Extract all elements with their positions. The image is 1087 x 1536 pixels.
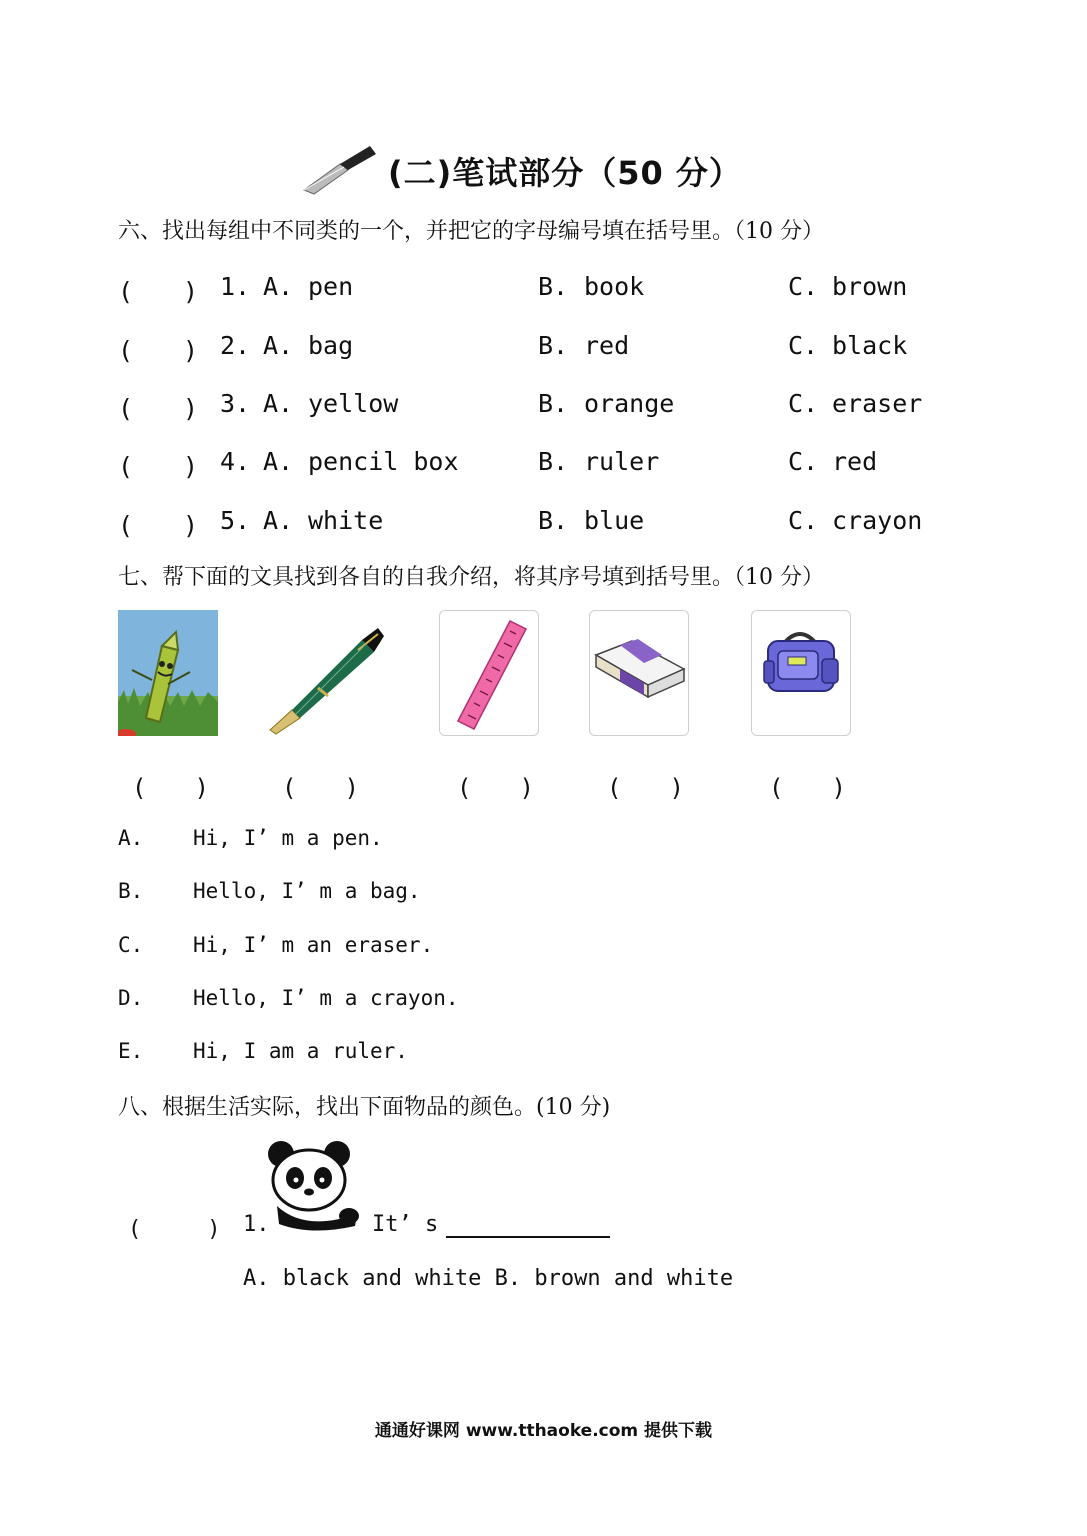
option-row xyxy=(118,1039,618,1069)
option-text: Hi, I’ m a pen. xyxy=(193,826,383,850)
pen-picture xyxy=(262,610,392,736)
option-c-key: C. xyxy=(788,272,819,301)
option-row xyxy=(118,986,618,1016)
answer-blank[interactable]: ( ) xyxy=(118,394,199,423)
option-c: crayon xyxy=(832,506,923,535)
ruler-picture xyxy=(439,610,539,736)
option-b-key: B. xyxy=(538,389,569,418)
ruler-icon xyxy=(440,611,538,735)
option-c: black xyxy=(832,331,908,360)
option-row xyxy=(118,826,618,856)
question-row-4 xyxy=(118,447,968,487)
option-a-key: A. xyxy=(263,506,294,535)
eraser-picture xyxy=(589,610,689,736)
option-b: red xyxy=(584,331,630,360)
question-row-2 xyxy=(118,331,968,371)
question-row-1 xyxy=(118,272,968,312)
footer-note: 通通好课网 www.tthaoke.com 提供下载 xyxy=(374,1421,713,1441)
eraser-icon xyxy=(590,611,688,735)
question-number: 5. xyxy=(220,506,251,535)
option-text: Hi, I am a ruler. xyxy=(193,1039,408,1063)
page-title: (二)笔试部分（50 分） xyxy=(388,154,742,192)
section6-heading: 六、找出每组中不同类的一个，并把它的字母编号填在括号里。（10 分） xyxy=(118,219,824,244)
option-key: E. xyxy=(118,1039,144,1063)
option-row xyxy=(118,933,618,963)
option-a: pencil box xyxy=(308,447,459,476)
bag-picture xyxy=(751,610,851,736)
option-key: A. xyxy=(118,826,144,850)
option-key: D. xyxy=(118,986,144,1010)
fill-in-blank-line[interactable] xyxy=(446,1236,610,1238)
option-b-key: B. xyxy=(538,447,569,476)
question-number: 1. xyxy=(243,1212,270,1237)
option-b: ruler xyxy=(584,447,660,476)
option-a: pen xyxy=(308,272,354,301)
section8-q1-options: A. black and white B. brown and white xyxy=(243,1266,734,1291)
option-a: bag xyxy=(308,331,354,360)
question-row-5 xyxy=(118,506,968,546)
question-number: 4. xyxy=(220,447,251,476)
answer-blank[interactable]: ( ) xyxy=(132,774,209,802)
fountain-pen-icon xyxy=(300,140,380,196)
fountain-pen-icon xyxy=(262,610,392,736)
option-key: C. xyxy=(118,933,144,957)
option-row xyxy=(118,879,618,909)
question-stem: It’ s xyxy=(372,1212,439,1237)
option-text: Hello, I’ m a crayon. xyxy=(193,986,459,1010)
panda-picture xyxy=(265,1140,361,1232)
option-a-key: A. xyxy=(263,331,294,360)
answer-blank[interactable]: ( ) xyxy=(118,277,199,306)
panda-icon xyxy=(265,1140,361,1232)
crayon-picture xyxy=(118,610,218,736)
option-c-key: C. xyxy=(788,447,819,476)
option-text: Hello, I’ m a bag. xyxy=(193,879,421,903)
option-a-key: A. xyxy=(263,272,294,301)
answer-blank[interactable]: ( ) xyxy=(118,452,199,481)
answer-blank[interactable]: ( ) xyxy=(607,774,684,802)
answer-blank[interactable]: ( ) xyxy=(769,774,846,802)
option-b-key: B. xyxy=(538,331,569,360)
option-c: brown xyxy=(832,272,908,301)
option-c-key: C. xyxy=(788,506,819,535)
option-b-key: B. xyxy=(538,272,569,301)
option-b: orange xyxy=(584,389,675,418)
option-b: blue xyxy=(584,506,645,535)
section7-heading: 七、帮下面的文具找到各自的自我介绍，将其序号填到括号里。（10 分） xyxy=(118,565,824,590)
option-a: yellow xyxy=(308,389,399,418)
question-number: 1. xyxy=(220,272,251,301)
option-a: white xyxy=(308,506,384,535)
question-number: 2. xyxy=(220,331,251,360)
option-c: eraser xyxy=(832,389,923,418)
option-a-key: A. xyxy=(263,389,294,418)
answer-blank[interactable]: ( ) xyxy=(128,1217,221,1242)
option-b-key: B. xyxy=(538,506,569,535)
option-b: book xyxy=(584,272,645,301)
answer-blank[interactable]: ( ) xyxy=(118,511,199,540)
question-row-3 xyxy=(118,389,968,429)
answer-blank[interactable]: ( ) xyxy=(118,336,199,365)
crayon-icon xyxy=(118,610,218,736)
option-c-key: C. xyxy=(788,331,819,360)
question-number: 3. xyxy=(220,389,251,418)
answer-blank[interactable]: ( ) xyxy=(282,774,359,802)
option-a-key: A. xyxy=(263,447,294,476)
answer-blank[interactable]: ( ) xyxy=(457,774,534,802)
option-key: B. xyxy=(118,879,144,903)
section8-heading: 八、根据生活实际，找出下面物品的颜色。(10 分) xyxy=(118,1095,611,1120)
option-c-key: C. xyxy=(788,389,819,418)
option-c: red xyxy=(832,447,878,476)
title-block xyxy=(300,140,760,200)
school-bag-icon xyxy=(752,611,850,735)
option-text: Hi, I’ m an eraser. xyxy=(193,933,434,957)
